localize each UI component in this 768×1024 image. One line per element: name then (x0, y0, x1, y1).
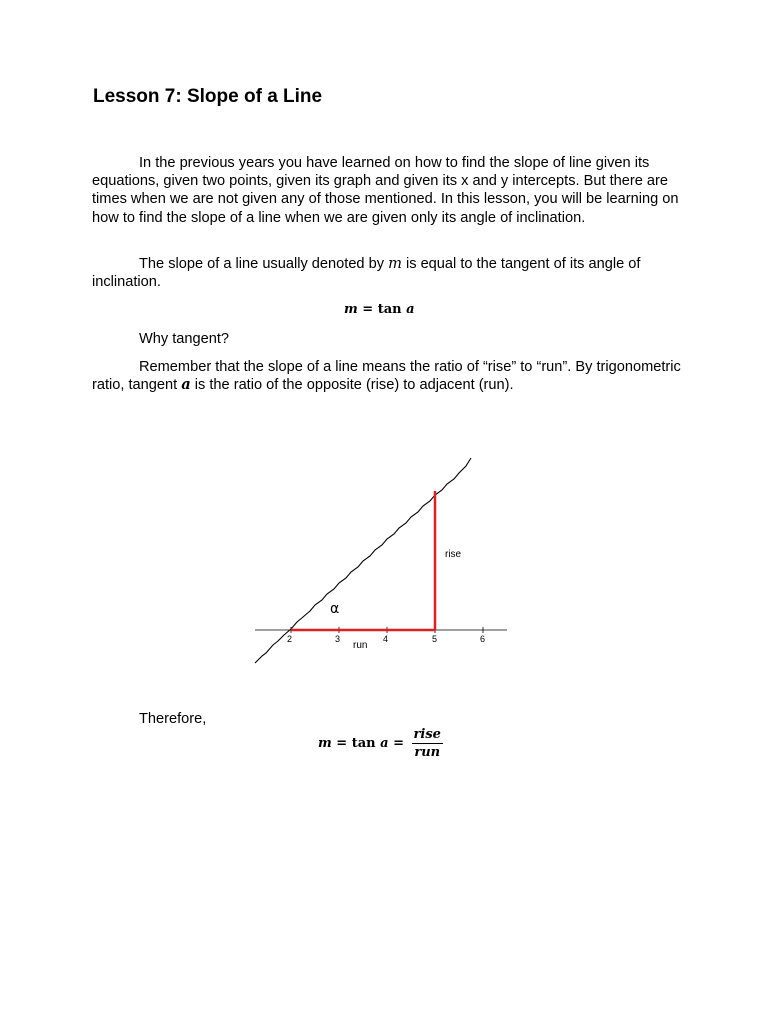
tick-label-4: 4 (383, 634, 389, 644)
fraction-numerator: rise (413, 727, 441, 742)
angle-alpha-label: α (330, 601, 340, 617)
why-tangent-text: Why tangent? (139, 331, 230, 347)
slope-definition-text-end: is equal to the tangent of its angle of inclination. (92, 256, 641, 291)
tick-label-3: 3 (335, 634, 341, 644)
intro-text: In the previous years you have learned on how to find the slope of line given its equations, given two points, given its graph and given its x and y intercepts. But there are times when we are not given any of those mentioned. In this lesson, you will be learning on how to find the slope of a line when we are given only its angle of inclination. (92, 155, 679, 226)
inclined-line (255, 458, 471, 663)
slope-variable: m (388, 255, 402, 272)
rise-label: rise (445, 549, 462, 560)
slope-definition-text-start: The slope of a line usually denoted by (139, 256, 389, 272)
therefore-text: Therefore, (139, 711, 207, 727)
fraction-denominator: run (414, 745, 441, 760)
tick-label-6: 6 (480, 634, 486, 644)
run-label: run (353, 640, 368, 651)
tick-label-2: 2 (287, 634, 293, 644)
tick-label-5: 5 (432, 634, 438, 644)
slope-equation: m = tan a (344, 302, 415, 317)
rise-over-run-equation: m = tan a = $\frac{\text{rise}}{\text{run}}$ (318, 727, 441, 760)
therefore-paragraph (92, 710, 682, 728)
rise-run-text-start: Remember that the slope of a line means the ratio of “rise” to “run”. By trigonometric ratio, tangent (92, 359, 681, 394)
page-title: Lesson 7: Slope of a Line (93, 86, 323, 107)
angle-variable: a (181, 376, 191, 394)
rise-over-run-fraction (412, 727, 443, 760)
rise-run-text-end: is the ratio of the opposite (rise) to adjacent (run). (190, 377, 514, 394)
